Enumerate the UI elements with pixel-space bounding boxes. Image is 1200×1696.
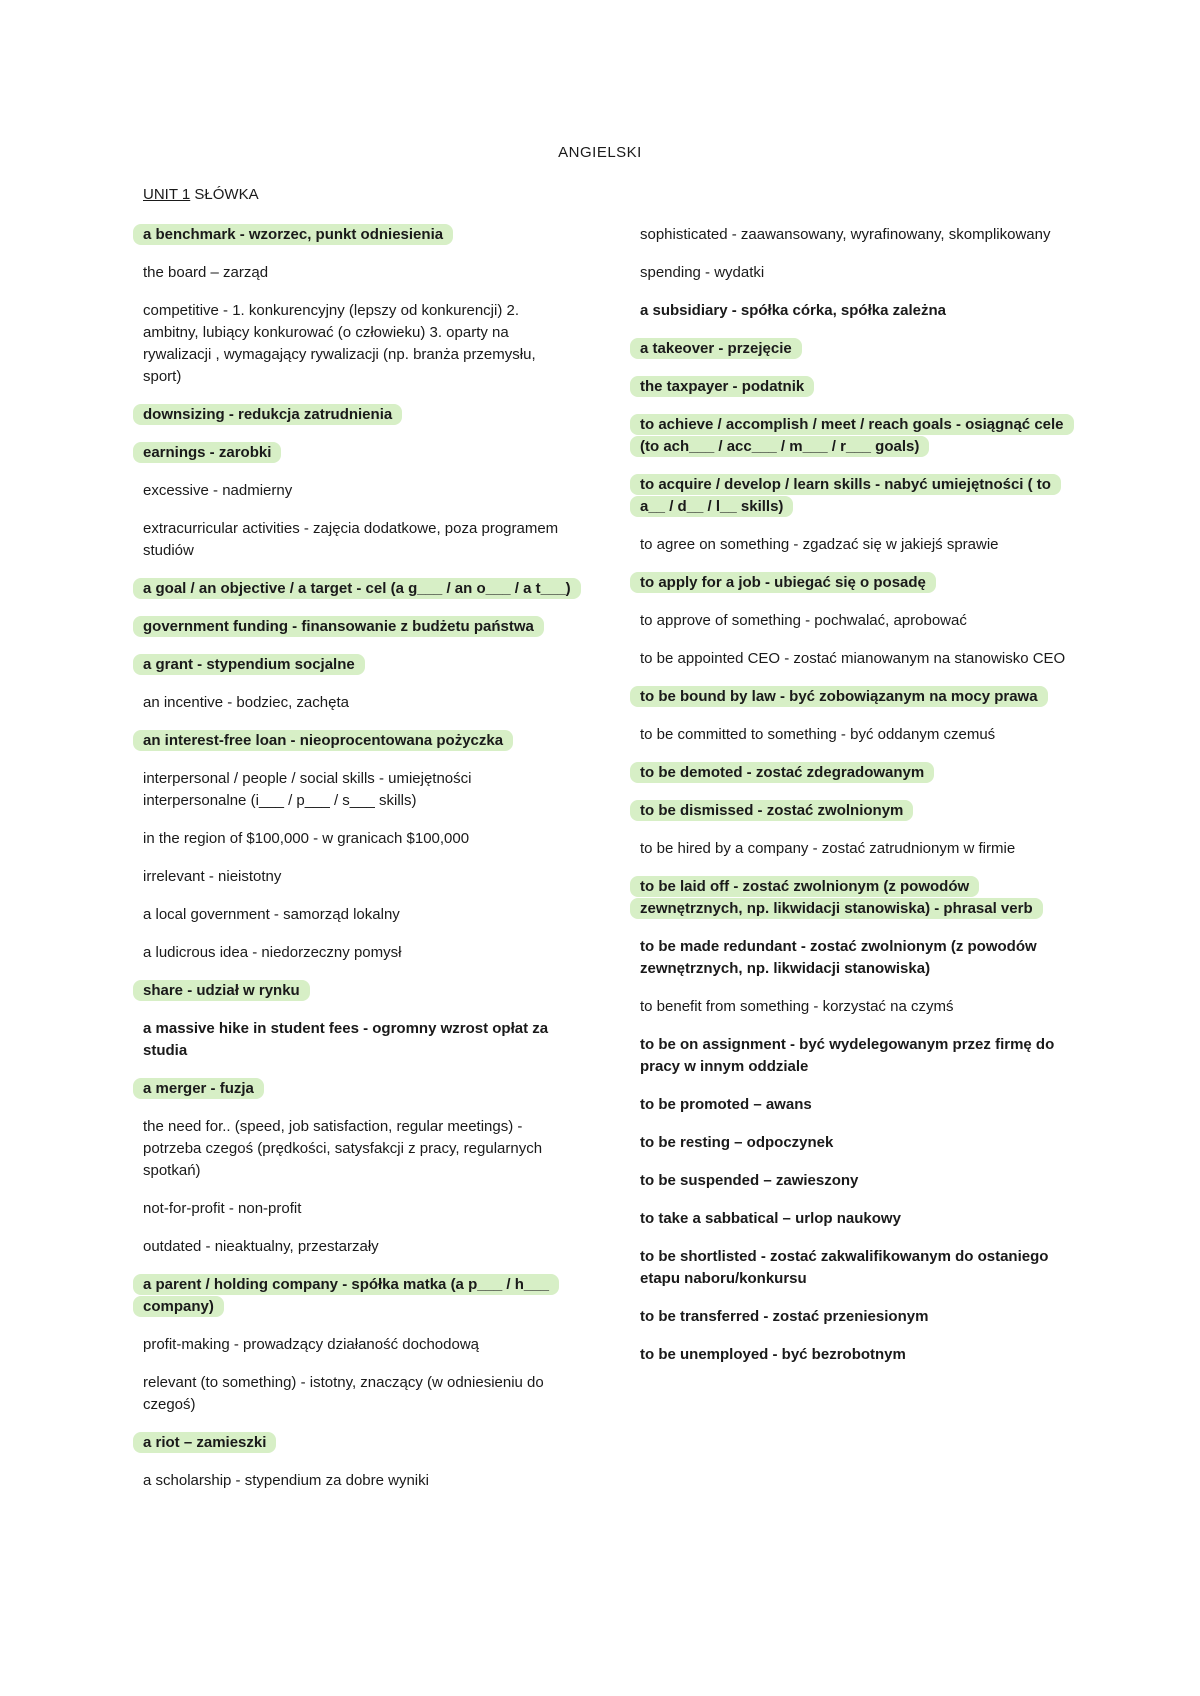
vocab-entry <box>640 648 1075 670</box>
unit-subtitle: SŁÓWKA <box>190 186 259 203</box>
vocab-entry <box>143 768 578 812</box>
vocab-entry-text: to benefit from something - korzystać na czymś <box>640 998 954 1015</box>
vocab-entry-text: extracurricular activities - zajęcia dodatkowe, poza programem studiów <box>143 520 559 559</box>
vocab-entry-text: not-for-profit - non-profit <box>143 1200 302 1217</box>
vocab-entry <box>143 1432 578 1454</box>
vocab-entry <box>143 224 578 246</box>
vocab-entry-text: excessive - nadmierny <box>143 482 293 499</box>
vocab-entry <box>640 572 1075 594</box>
vocab-entry <box>640 262 1075 284</box>
vocab-entry-text: to acquire / develop / learn skills - nabyć umiejętności ( to a__ / d__ / l__ skills) <box>630 474 1061 517</box>
vocab-entry-text: a goal / an objective / a target - cel (a g___ / an o___ / a t___) <box>133 578 581 599</box>
vocab-entry-text: to be committed to something - być oddanym czemuś <box>640 726 996 743</box>
vocab-entry-text: to be resting – odpoczynek <box>640 1134 834 1151</box>
vocab-entry-text: to take a sabbatical – urlop naukowy <box>640 1210 901 1227</box>
vocab-entry <box>143 404 578 426</box>
vocab-entry <box>143 654 578 676</box>
vocab-entry-text: a local government - samorząd lokalny <box>143 906 400 923</box>
vocab-entry <box>143 730 578 752</box>
vocab-entry-text: to achieve / accomplish / meet / reach goals - osiągnąć cele (to ach___ / acc___ / m___ / r___ goals) <box>630 414 1074 457</box>
vocab-entry-text: an incentive - bodziec, zachęta <box>143 694 349 711</box>
vocab-entry-text: the board – zarząd <box>143 264 269 281</box>
vocab-entry <box>640 838 1075 860</box>
vocab-entry <box>640 610 1075 632</box>
vocab-entry <box>143 692 578 714</box>
vocab-entry <box>640 1246 1075 1290</box>
vocab-entry-text: a ludicrous idea - niedorzeczny pomysł <box>143 944 402 961</box>
vocab-entry-text: to be transferred - zostać przeniesionym <box>640 1308 929 1325</box>
vocabulary-column-right <box>640 224 1075 1382</box>
vocab-entry-text: to be bound by law - być zobowiązanym na mocy prawa <box>630 686 1048 707</box>
vocab-entry <box>640 762 1075 784</box>
vocab-entry <box>143 262 578 284</box>
vocab-entry-text: competitive - 1. konkurencyjny (lepszy od konkurencji) 2. ambitny, lubiący konkurować (o człowieku) 3. oparty na rywalizacji , wymagający rywalizacji (np. branża przemysłu, sport) <box>143 302 536 385</box>
vocab-entry-text: relevant (to something) - istotny, znaczący (w odniesieniu do czegoś) <box>143 1374 544 1413</box>
vocab-entry <box>143 1334 578 1356</box>
vocab-entry <box>640 936 1075 980</box>
unit-heading <box>143 186 259 203</box>
vocab-entry <box>143 1018 578 1062</box>
vocab-entry <box>143 616 578 638</box>
vocab-entry-text: interpersonal / people / social skills - umiejętności interpersonalne (i___ / p___ / s___ skills) <box>143 770 472 809</box>
vocab-entry <box>143 1274 578 1318</box>
vocab-entry <box>143 942 578 964</box>
vocab-entry <box>640 1132 1075 1154</box>
vocab-entry <box>640 1094 1075 1116</box>
vocab-entry-text: a grant - stypendium socjalne <box>133 654 365 675</box>
vocab-entry <box>143 480 578 502</box>
vocab-entry-text: a massive hike in student fees - ogromny wzrost opłat za studia <box>143 1020 549 1059</box>
vocab-entry <box>640 474 1075 518</box>
vocab-entry <box>143 1372 578 1416</box>
vocab-entry-text: to be unemployed - być bezrobotnym <box>640 1346 906 1363</box>
vocab-entry-text: to apply for a job - ubiegać się o posadę <box>630 572 936 593</box>
vocab-entry <box>143 1198 578 1220</box>
vocab-entry <box>640 224 1075 246</box>
vocab-entry-text: in the region of $100,000 - w granicach $100,000 <box>143 830 470 847</box>
vocab-entry <box>143 1078 578 1100</box>
vocab-entry <box>640 686 1075 708</box>
vocab-entry-text: to be promoted – awans <box>640 1096 812 1113</box>
vocab-entry-text: a benchmark - wzorzec, punkt odniesienia <box>133 224 453 245</box>
vocab-entry-text: to be suspended – zawieszony <box>640 1172 859 1189</box>
vocab-entry-text: an interest-free loan - nieoprocentowana pożyczka <box>133 730 513 751</box>
vocab-entry <box>640 376 1075 398</box>
vocab-entry-text: outdated - nieaktualny, przestarzały <box>143 1238 379 1255</box>
vocab-entry <box>143 828 578 850</box>
vocab-entry <box>640 414 1075 458</box>
vocab-entry-text: to be on assignment - być wydelegowanym przez firmę do pracy w innym oddziale <box>640 1036 1055 1075</box>
vocab-entry-text: irrelevant - nieistotny <box>143 868 282 885</box>
document-title: ANGIELSKI <box>558 144 642 161</box>
vocabulary-column-left <box>143 224 578 1508</box>
vocab-entry-text: to be shortlisted - zostać zakwalifikowanym do ostaniego etapu naboru/konkursu <box>640 1248 1049 1287</box>
vocab-entry-text: a merger - fuzja <box>133 1078 264 1099</box>
vocab-entry <box>143 1470 578 1492</box>
vocab-entry-text: to be made redundant - zostać zwolnionym (z powodów zewnętrznych, np. likwidacji stanowiska) <box>640 938 1037 977</box>
vocab-entry <box>143 904 578 926</box>
vocab-entry-text: a subsidiary - spółka córka, spółka zależna <box>640 302 946 319</box>
vocab-entry-text: earnings - zarobki <box>133 442 281 463</box>
vocab-entry <box>143 518 578 562</box>
vocab-entry <box>640 724 1075 746</box>
vocab-entry-text: downsizing - redukcja zatrudnienia <box>133 404 402 425</box>
vocab-entry <box>143 1116 578 1182</box>
vocab-entry <box>143 980 578 1002</box>
unit-label: UNIT 1 <box>143 186 191 203</box>
vocab-entry-text: to be demoted - zostać zdegradowanym <box>630 762 934 783</box>
vocab-entry-text: a takeover - przejęcie <box>630 338 802 359</box>
vocab-entry <box>143 442 578 464</box>
vocab-entry-text: the taxpayer - podatnik <box>630 376 814 397</box>
vocab-entry <box>143 300 578 388</box>
vocab-entry-text: to be dismissed - zostać zwolnionym <box>630 800 913 821</box>
vocab-entry <box>640 300 1075 322</box>
vocab-entry <box>640 800 1075 822</box>
vocab-entry <box>640 1344 1075 1366</box>
vocab-entry-text: to be hired by a company - zostać zatrudnionym w firmie <box>640 840 1016 857</box>
vocab-entry <box>640 1170 1075 1192</box>
vocab-entry <box>143 1236 578 1258</box>
vocab-entry-text: spending - wydatki <box>640 264 765 281</box>
vocab-entry-text: the need for.. (speed, job satisfaction, regular meetings) - potrzeba czegoś (prędkości, satysfakcji z pracy, regularnych spotkań) <box>143 1118 543 1179</box>
vocab-entry-text: to be appointed CEO - zostać mianowanym na stanowisko CEO <box>640 650 1066 667</box>
vocab-entry-text: government funding - finansowanie z budżetu państwa <box>133 616 544 637</box>
vocab-entry <box>640 338 1075 360</box>
vocab-entry <box>640 996 1075 1018</box>
vocab-entry-text: profit-making - prowadzący działaność dochodową <box>143 1336 480 1353</box>
vocab-entry-text: a riot – zamieszki <box>133 1432 276 1453</box>
vocab-entry-text: share - udział w rynku <box>133 980 310 1001</box>
vocab-entry <box>143 866 578 888</box>
vocab-entry <box>640 1034 1075 1078</box>
vocab-entry <box>640 1208 1075 1230</box>
vocab-entry-text: to agree on something - zgadzać się w jakiejś sprawie <box>640 536 999 553</box>
vocab-entry <box>640 876 1075 920</box>
vocab-entry <box>143 578 578 600</box>
vocab-entry-text: to be laid off - zostać zwolnionym (z powodów zewnętrznych, np. likwidacji stanowiska) - phrasal verb <box>630 876 1043 919</box>
vocab-entry <box>640 1306 1075 1328</box>
vocab-entry-text: a parent / holding company - spółka matka (a p___ / h___ company) <box>133 1274 559 1317</box>
vocab-entry-text: to approve of something - pochwalać, aprobować <box>640 612 967 629</box>
vocab-entry <box>640 534 1075 556</box>
vocab-entry-text: sophisticated - zaawansowany, wyrafinowany, skomplikowany <box>640 226 1051 243</box>
vocab-entry-text: a scholarship - stypendium za dobre wyniki <box>143 1472 429 1489</box>
